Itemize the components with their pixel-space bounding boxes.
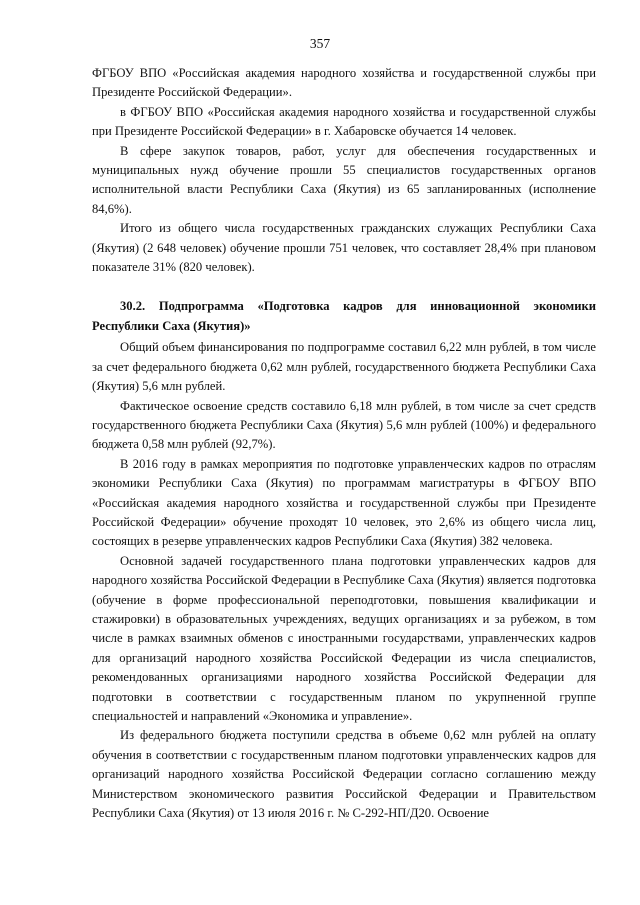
section-heading <box>92 297 596 336</box>
paragraph: Основной задачей государственного плана подготовки управленческих кадров для народного хозяйства Российской Федерации в Республике Саха (Якутия) является подготовка (обучение в форме профессиональной переподготовки, повышения квалификации и стажировки) в образовательных учреждениях, ведущих организациях и за рубежом, в том числе в рамках взаимных обменов с иностранными государствами, управленческих кадров для организаций народного хозяйства Российской Федерации из числа специалистов, рекомендованных организациями народного хозяйства Российской Федерации для подготовки в соответствии с государственным планом по укрупненной группе специальностей и направлений «Экономика и управление». <box>92 553 596 723</box>
paragraph: Из федерального бюджета поступили средства в объеме 0,62 млн рублей на оплату обучения в соответствии с государственным планом подготовки управленческих кадров для организаций народного хозяйства Российской Федерации согласно соглашению между Министерством экономического развития Российской Федерации и Правительством Республики Саха (Якутия) от 13 июля 2016 г. № С-292-НП/Д20. Освоение <box>92 728 596 821</box>
paragraph: в ФГБОУ ВПО «Российская академия народного хозяйства и государственной службы при Президенте Российской Федерации» в г. Хабаровске обучается 14 человек. <box>92 104 596 139</box>
paragraph: Итого из общего числа государственных гражданских служащих Республики Саха (Якутия) (2 648 человек) обучение прошли 751 человек, что составляет 28,4% при плановом показателе 31% (820 человек). <box>92 221 596 275</box>
document-body <box>92 64 596 823</box>
section-number: 30.2. <box>120 299 146 314</box>
paragraph: В сфере закупок товаров, работ, услуг для обеспечения государственных и муниципальных нужд обучение прошли 55 специалистов государственных органов исполнительной власти Республики Саха (Якутия) из 65 запланированных (исполнение 84,6%). <box>92 143 596 216</box>
paragraph: В 2016 году в рамках мероприятия по подготовке управленческих кадров по отраслям экономики Республики Саха (Якутия) по программам магистратуры в ФГБОУ ВПО «Российская академия народного хозяйства и государственной службы при Президенте Российской Федерации» обучение проходят 10 человек, это 2,6% из общего числа лиц, состоящих в резерве управленческих кадров Республики Саха (Якутия) 382 человека. <box>92 456 596 549</box>
paragraph: ФГБОУ ВПО «Российская академия народного хозяйства и государственной службы при Президенте Российской Федерации». <box>92 66 596 100</box>
section-title: Подпрограмма «Подготовка кадров для инновационной экономики Республики Саха (Якутия)» <box>92 299 597 333</box>
paragraph: Общий объем финансирования по подпрограмме составил 6,22 млн рублей, в том числе за счет федерального бюджета 0,62 млн рублей, государственного бюджета Республики Саха (Якутия) 5,6 млн рублей. <box>92 340 596 394</box>
paragraph: Фактическое освоение средств составило 6,18 млн рублей, в том числе за счет средств государственного бюджета Республики Саха (Якутия) 5,6 млн рублей (100%) и федерального бюджета 0,58 млн рублей (92,7%). <box>92 398 596 452</box>
page-number: 357 <box>309 36 331 51</box>
